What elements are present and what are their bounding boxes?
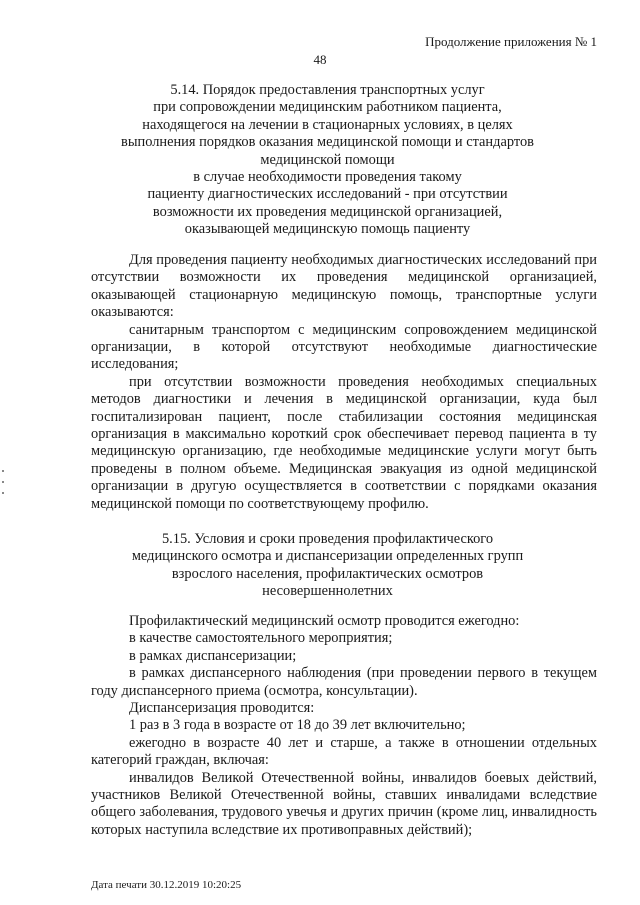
title-line: пациенту диагностических исследований - при отсутствии xyxy=(147,186,508,203)
scan-margin-marks xyxy=(2,470,6,530)
scan-mark xyxy=(2,481,4,483)
title-line: выполнения порядков оказания медицинской помощи и стандартов xyxy=(121,134,534,151)
paragraph: санитарным транспортом с медицинским сопровождением медицинской организации, в которой отсутствуют необходимые диагностические исследования; xyxy=(91,321,597,373)
title-line: несовершеннолетних xyxy=(262,583,393,600)
paragraph: в рамках диспансеризации; xyxy=(129,647,297,664)
paragraph: в рамках диспансерного наблюдения (при проведении первого в текущем году диспансерного приема (осмотра, консультации). xyxy=(91,665,597,699)
annex-label: Продолжение приложения № 1 xyxy=(425,34,597,49)
paragraph: Для проведения пациенту необходимых диагностических исследований при отсутствии возможности их проведения медицинской организацией, оказывающей стационарную медицинскую помощь, транспортные услуги оказываются: xyxy=(91,252,597,321)
title-line: медицинской помощи xyxy=(260,151,395,168)
page-number: 48 xyxy=(313,52,327,67)
paragraph: при отсутствии возможности проведения необходимых специальных методов диагностики и лечения в медицинской организации, куда был госпитализирован пациент, после стабилизации состояния медицинская организация в максимально короткий срок обеспечивает перевод пациента в ту медицинскую организацию, где необходимые медицинские услуги могут быть проведены в полном объеме. Медицинская эвакуация из одной медицинской организации в другую осуществляется в соответствии с порядками оказания медицинской помощи по соответствующему профилю. xyxy=(91,373,597,512)
section-5-15-body xyxy=(91,613,597,839)
title-line: 5.15. Условия и сроки проведения профилактического xyxy=(161,531,494,547)
paragraph: ежегодно в возрасте 40 лет и старше, а также в отношении отдельных категорий граждан, включая: xyxy=(91,734,597,769)
title-line: 5.14. Порядок предоставления транспортных услуг xyxy=(170,82,485,98)
section-5-15-title xyxy=(70,531,585,601)
title-line: при сопровождении медицинским работником пациента, xyxy=(153,99,502,116)
print-date: Дата печати 30.12.2019 10:20:25 xyxy=(91,879,242,891)
section-5-14-body xyxy=(91,252,597,513)
title-line: медицинского осмотра и диспансеризации определенных групп xyxy=(131,548,524,565)
paragraph: Профилактический медицинский осмотр проводится ежегодно: xyxy=(129,613,520,629)
scan-mark xyxy=(2,470,4,472)
paragraph: 1 раз в 3 года в возрасте от 18 до 39 лет включительно; xyxy=(129,717,466,734)
title-line: возможности их проведения медицинской организацией, xyxy=(152,203,503,220)
paragraph: в качестве самостоятельного мероприятия; xyxy=(129,630,393,647)
paragraph: Диспансеризация проводится: xyxy=(129,700,315,717)
scan-mark xyxy=(2,492,4,494)
section-5-14-title xyxy=(70,82,585,239)
paragraph: инвалидов Великой Отечественной войны, инвалидов боевых действий, участников Великой Отечественной войны, ставших инвалидами вследствие общего заболевания, трудового увечья и других причин (кроме лиц, инвалидность которых наступила вследствие их противоправных действий); xyxy=(91,769,597,838)
title-line: в случае необходимости проведения такому xyxy=(193,169,462,186)
title-line: оказывающей медицинскую помощь пациенту xyxy=(184,221,471,238)
title-line: взрослого населения, профилактических осмотров xyxy=(171,565,484,582)
title-line: находящегося на лечении в стационарных условиях, в целях xyxy=(142,116,513,133)
